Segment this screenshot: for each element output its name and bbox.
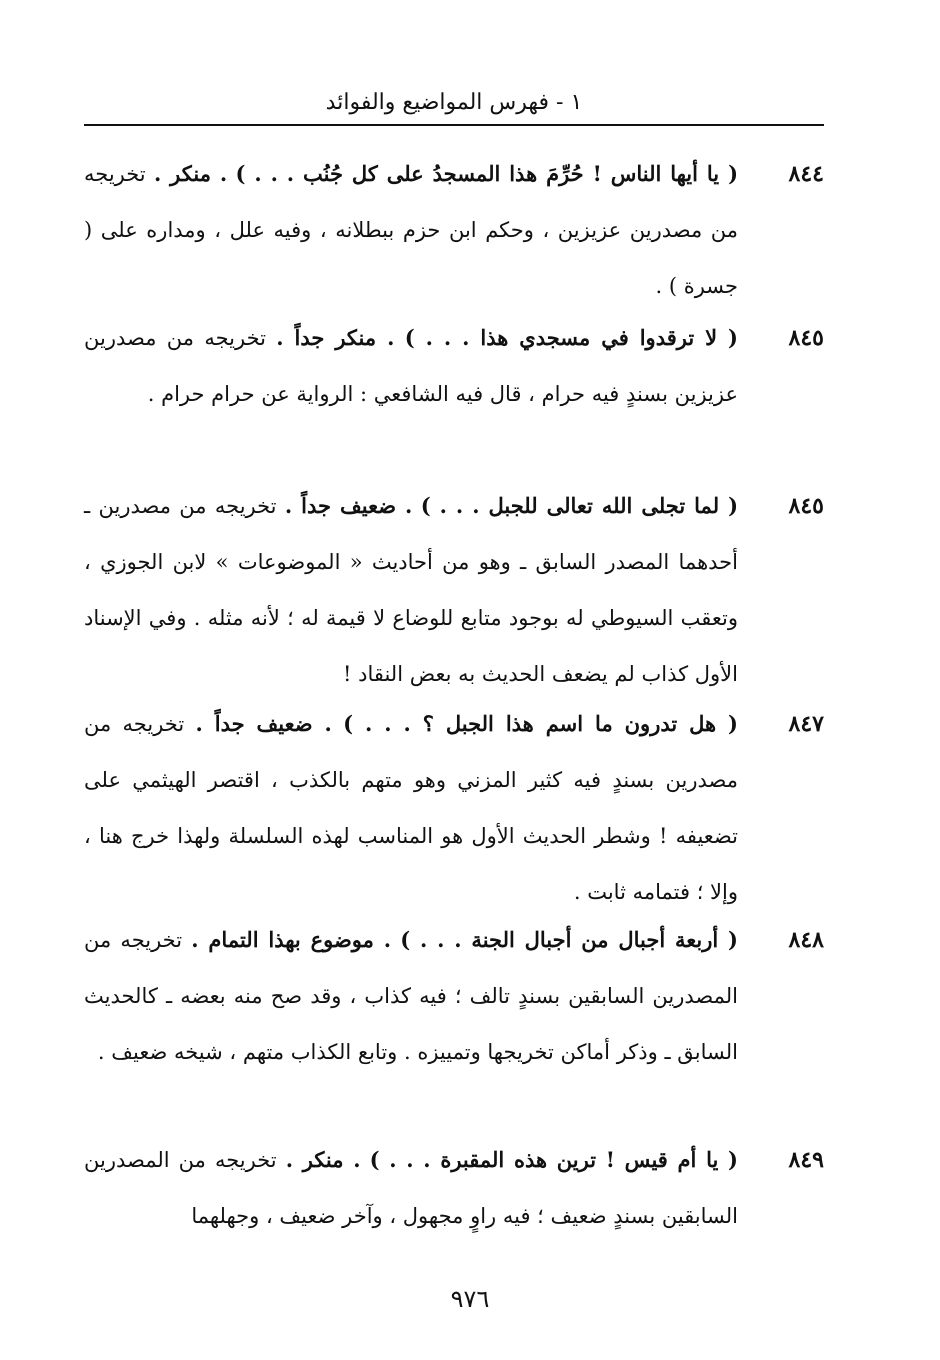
entry-number: ٨٤٧ — [788, 711, 824, 737]
hadith-title: ( أربعة أجبال من أجبال الجنة . . . ) — [400, 927, 738, 952]
hadith-grade: . منكر . — [153, 161, 228, 186]
entry-body: تخريجه من مصدرين بسندٍ فيه كثير المزني وهو متهم بالكذب ، اقتصر الهيثمي على تضعيفه ! وشطر الحديث الأول هو المناسب لهذه السلسلة ولهذا خرج هنا ، وإلا ؛ فتمامه ثابت . — [84, 712, 738, 904]
index-entry — [84, 696, 824, 920]
hadith-grade: . موضوع بهذا التمام . — [191, 927, 392, 952]
entry-body: تخريجه من المصدرين السابقين بسندٍ ضعيف ؛ فيه راوٍ مجهول ، وآخر ضعيف ، وجهلهما — [84, 1148, 738, 1228]
index-entry — [84, 1132, 824, 1244]
entry-text — [84, 912, 738, 1080]
hadith-grade: . منكر جداً . — [276, 325, 395, 350]
header-rule — [84, 124, 824, 126]
entry-text — [84, 146, 738, 314]
hadith-title: ( لا ترقدوا في مسجدي هذا . . . ) — [404, 325, 738, 350]
index-entry — [84, 478, 824, 702]
hadith-title: ( لما تجلى الله تعالى للجبل . . . ) — [420, 493, 739, 518]
entry-body: تخريجه من مصدرين عزيزين ، وحكم ابن حزم ببطلانه ، وفيه علل ، ومداره على ( جسرة ) . — [84, 162, 738, 298]
entry-body: تخريجه من المصدرين السابقين بسندٍ تالف ؛ فيه كذاب ، وقد صح منه بعضه ـ كالحديث السابق ـ وذكر أماكن تخريجها وتمييزه . وتابع الكذاب متهم ، شيخه ضعيف . — [84, 928, 738, 1064]
entry-number: ٨٤٥ — [788, 493, 824, 519]
entry-text — [84, 1132, 738, 1244]
entry-text — [84, 478, 738, 702]
index-entry — [84, 146, 824, 314]
hadith-title: ( هل تدرون ما اسم هذا الجبل ؟ . . . ) — [343, 711, 738, 736]
entry-number: ٨٤٥ — [788, 325, 824, 351]
entry-body: تخريجه من مصدرين عزيزين بسندٍ فيه حرام ، قال فيه الشافعي : الرواية عن حرام حرام . — [84, 326, 738, 406]
entry-number: ٨٤٩ — [788, 1147, 824, 1173]
index-entry — [84, 310, 824, 422]
hadith-title: ( يا أيها الناس ! حُرِّمَ هذا المسجدُ على كل جُنُب . . . ) — [235, 161, 738, 186]
hadith-grade: . ضعيف جداً . — [195, 711, 332, 736]
entry-number: ٨٤٤ — [788, 161, 824, 187]
index-entry — [84, 912, 824, 1080]
entry-text — [84, 696, 738, 920]
entry-body: تخريجه من مصدرين ـ أحدهما المصدر السابق ـ وهو من أحاديث « الموضوعات » لابن الجوزي ، وتعقب السيوطي له بوجود متابع للوضاع لا قيمة له ؛ لأنه مثله . وفي الإسناد الأول كذاب لم يضعف الحديث به بعض النقاد ! — [84, 494, 738, 686]
hadith-title: ( يا أم قيس ! ترين هذه المقبرة . . . ) — [369, 1147, 738, 1172]
page-number: ٩٧٦ — [450, 1285, 490, 1313]
hadith-grade: . منكر . — [285, 1147, 361, 1172]
entry-number: ٨٤٨ — [788, 927, 824, 953]
entry-text — [84, 310, 738, 422]
running-header: ١ - فهرس المواضيع والفوائد — [325, 90, 583, 115]
hadith-grade: . ضعيف جداً . — [284, 493, 413, 518]
